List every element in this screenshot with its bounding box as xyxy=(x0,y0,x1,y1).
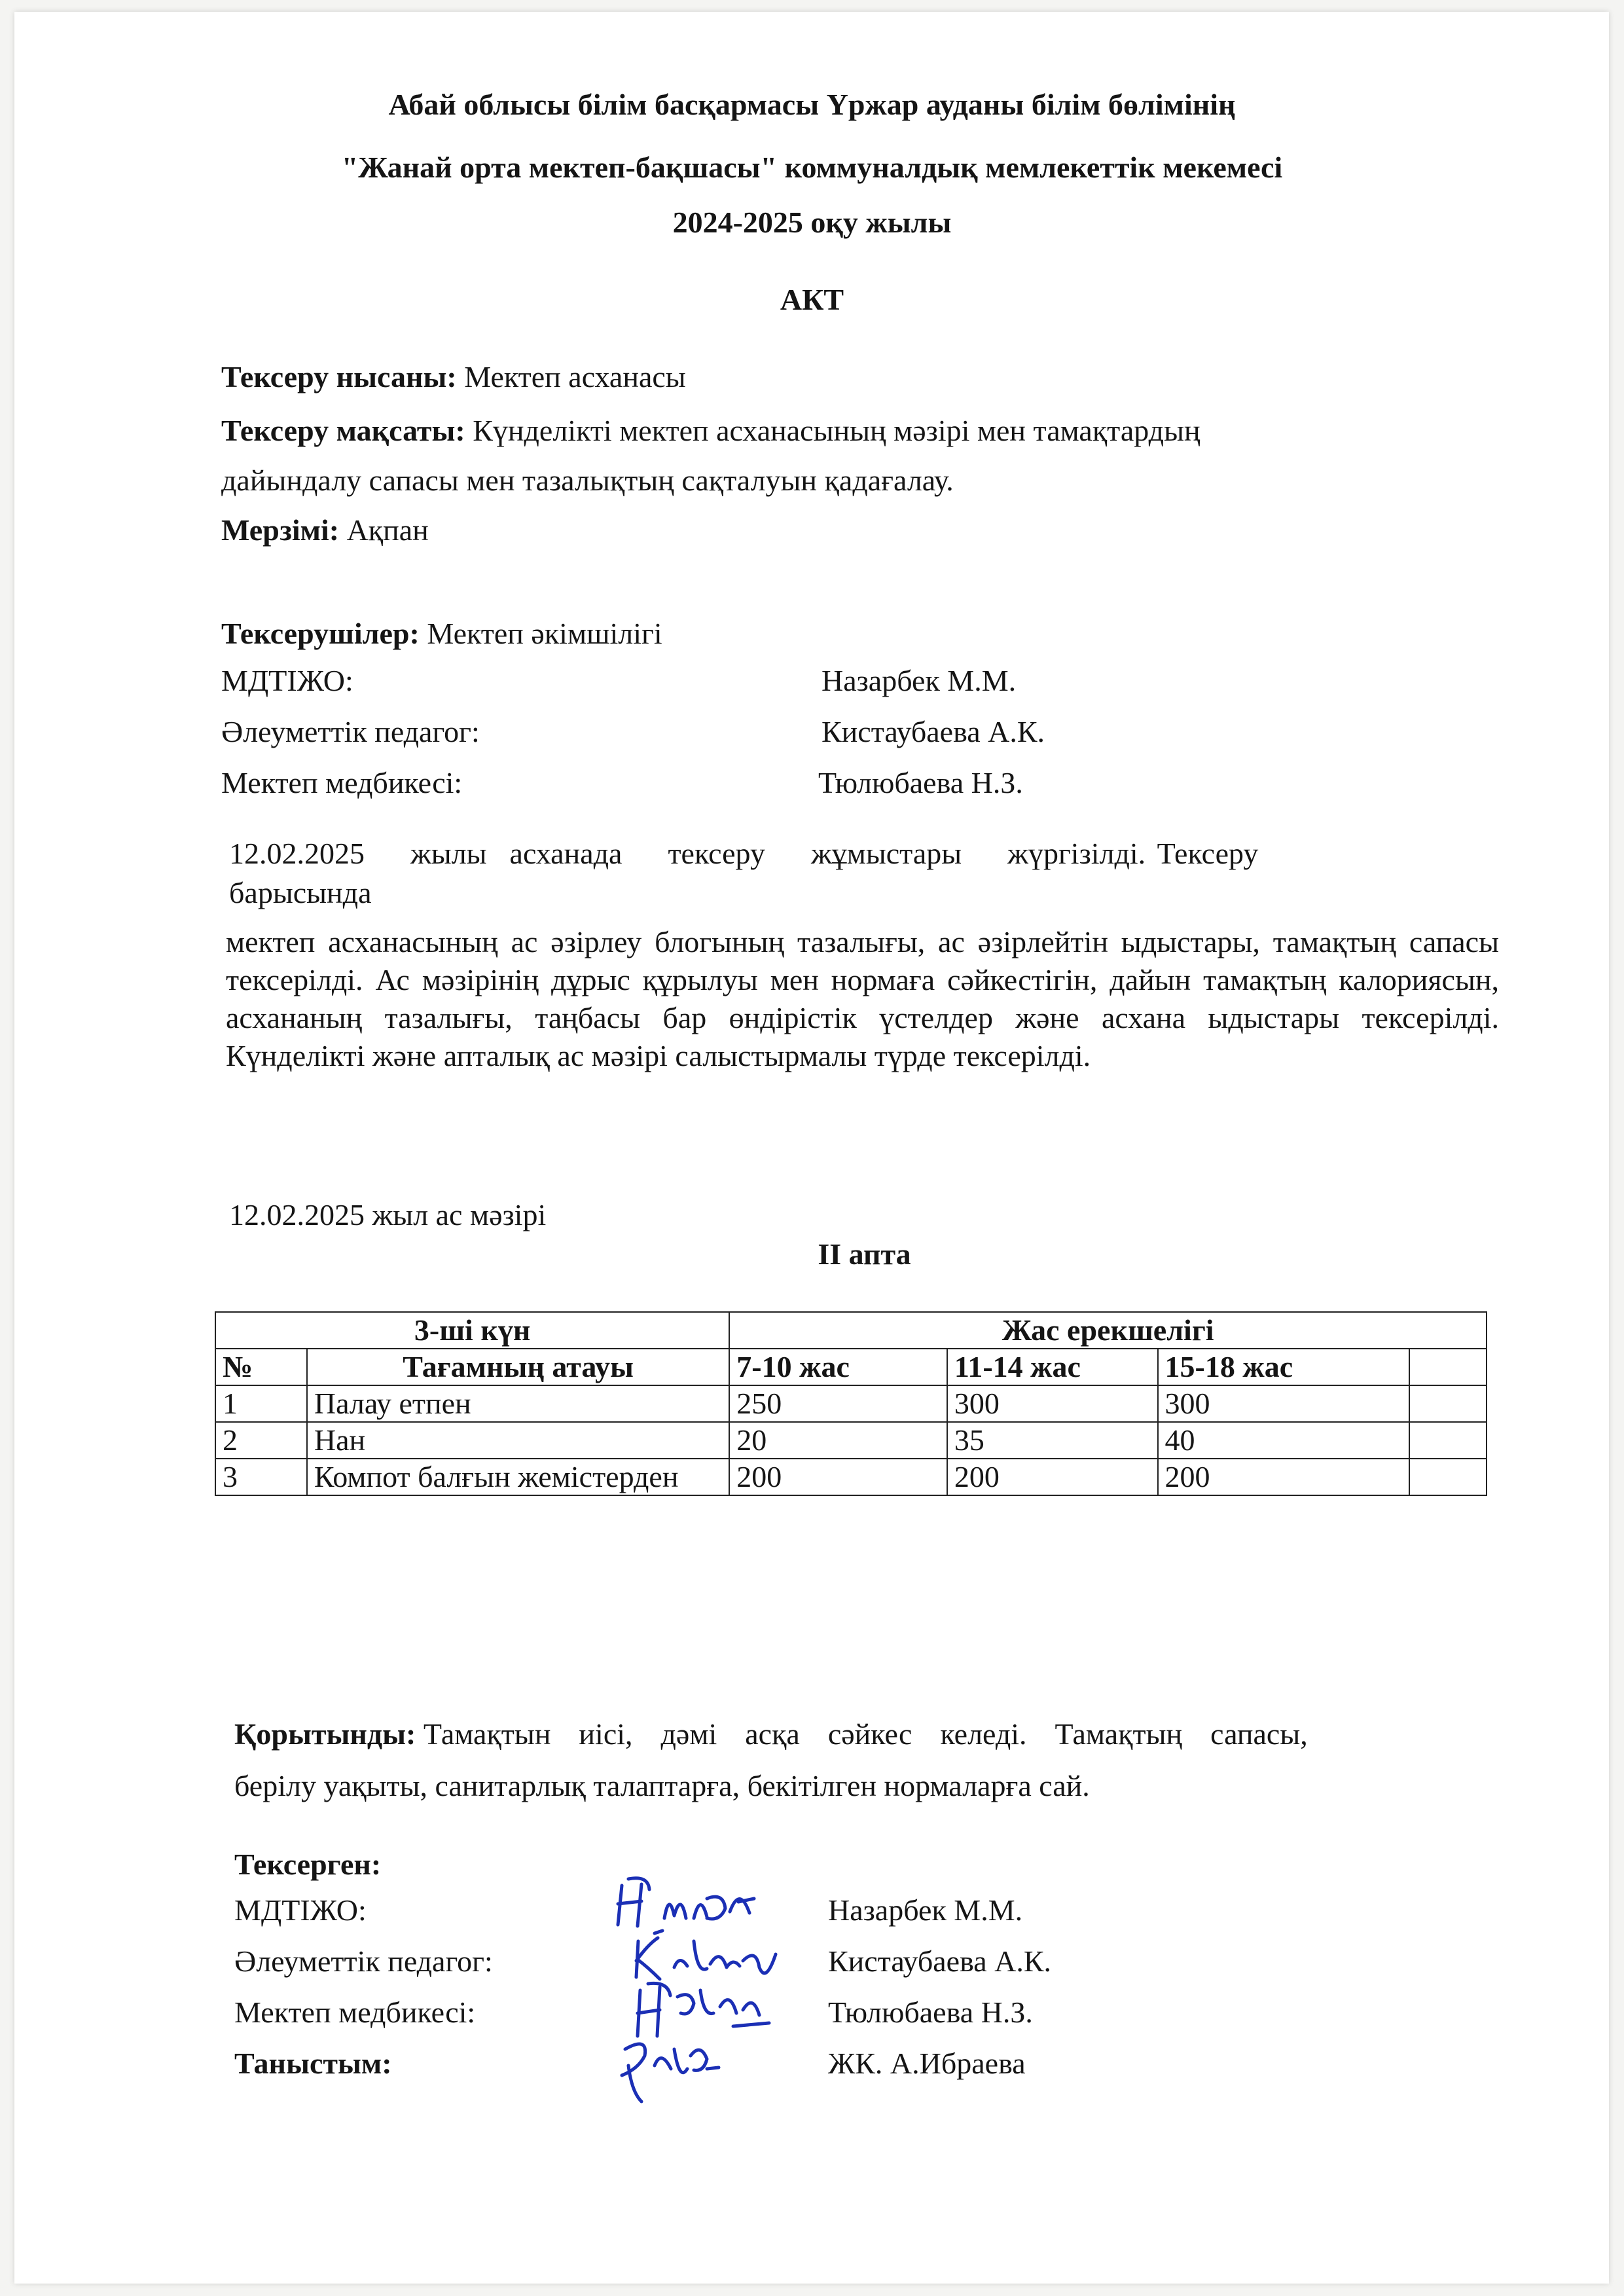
inspection-purpose-label: Тексеру мақсаты: xyxy=(221,414,465,447)
col-number-header: № xyxy=(215,1349,307,1385)
acknowledged-label: Таныстым: xyxy=(234,2047,392,2080)
inspector-role-1: МДТІЖО: xyxy=(221,664,353,697)
table-header-row-2 xyxy=(215,1349,1487,1385)
signature-4 xyxy=(609,2030,740,2108)
inspection-term-value: Ақпан xyxy=(346,513,429,547)
col-age-15-18-header: 15-18 жас xyxy=(1158,1349,1410,1385)
portion-15-18: 40 xyxy=(1158,1422,1410,1459)
conclusion-label: Қорытынды: xyxy=(234,1717,416,1751)
signoff-name-1: Назарбек М.М. xyxy=(828,1893,1023,1927)
inspectors-label: Тексерушілер: xyxy=(221,617,420,650)
table-header-row-1 xyxy=(215,1312,1487,1349)
header-line-3: 2024-2025 оқу жылы xyxy=(672,206,952,239)
inspection-term xyxy=(221,512,429,549)
menu-date-line: 12.02.2025 жыл ас мәзірі xyxy=(229,1198,547,1231)
col-age-7-10-header: 7-10 жас xyxy=(729,1349,947,1385)
inspector-role-2: Әлеуметтік педагог: xyxy=(221,715,480,748)
inspection-term-label: Мерзімі: xyxy=(221,513,340,547)
signoff-role-3: Мектеп медбикесі: xyxy=(234,1995,476,2029)
portion-11-14: 200 xyxy=(947,1459,1158,1495)
dish-name: Палау етпен xyxy=(307,1385,729,1422)
empty-cell xyxy=(1409,1422,1487,1459)
empty-cell xyxy=(1409,1459,1487,1495)
portion-7-10: 200 xyxy=(729,1459,947,1495)
row-number: 3 xyxy=(215,1459,307,1495)
portion-15-18: 300 xyxy=(1158,1385,1410,1422)
signoff-role-1: МДТІЖО: xyxy=(234,1893,367,1927)
portion-15-18: 200 xyxy=(1158,1459,1410,1495)
row-number: 1 xyxy=(215,1385,307,1422)
day-header: 3-ші күн xyxy=(215,1312,729,1349)
body-text-line-1: 12.02.2025 жылы асханада тексеру жұмыстары жүргізілді. Тексеру xyxy=(229,837,1259,870)
inspection-purpose xyxy=(221,412,1200,449)
portion-7-10: 250 xyxy=(729,1385,947,1422)
inspection-purpose-value-2: дайындалу сапасы мен тазалықтың сақталуын қадағалау. xyxy=(221,464,954,497)
body-text-paragraph: мектеп асханасының ас әзірлеу блогының тазалығы, ас әзірлейтін ыдыстары, тамақтың сапасы тексерілді. Ас мәзірінің дұрыс құрылуы мен нормаға сәйкестігін, дайын тамақтың калориясын, асхананың тазалығы, таңбасы бар өндірістік үстелдер және асхана ыдыстары тексерілді. Күнделікті және апталық ас мәзірі салыстырмалы түрде тексерілді. xyxy=(226,925,1499,1072)
menu-table xyxy=(215,1311,1487,1496)
table-row xyxy=(215,1422,1487,1459)
inspection-object-label: Тексеру нысаны: xyxy=(221,360,457,393)
inspector-name-3: Тюлюбаева Н.З. xyxy=(818,766,1023,799)
signoff-name-2: Кистаубаева А.К. xyxy=(828,1944,1052,1978)
dish-name: Нан xyxy=(307,1422,729,1459)
menu-week: II апта xyxy=(818,1237,911,1271)
portion-11-14: 300 xyxy=(947,1385,1158,1422)
acknowledged-name: ЖК. А.Ибраева xyxy=(828,2047,1026,2080)
col-name-header: Тағамның атауы xyxy=(307,1349,729,1385)
inspection-object-value: Мектеп асханасы xyxy=(464,360,686,393)
age-header: Жас ерекшелігі xyxy=(729,1312,1487,1349)
table-row xyxy=(215,1459,1487,1495)
inspectors-value: Мектеп әкімшілігі xyxy=(427,617,662,650)
body-text-line-2: барысында xyxy=(229,876,372,909)
portion-7-10: 20 xyxy=(729,1422,947,1459)
conclusion-line-1 xyxy=(234,1713,1504,1756)
portion-11-14: 35 xyxy=(947,1422,1158,1459)
signoff-name-3: Тюлюбаева Н.З. xyxy=(828,1995,1033,2029)
conclusion-text-2: берілу уақыты, санитарлық талаптарға, бекітілген нормаларға сай. xyxy=(234,1769,1090,1802)
conclusion-text-1: Тамақтын иісі, дәмі асқа сәйкес келеді. Тамақтың сапасы, xyxy=(423,1717,1308,1751)
col-age-11-14-header: 11-14 жас xyxy=(947,1349,1158,1385)
inspector-name-1: Назарбек М.М. xyxy=(821,664,1017,697)
dish-name: Компот балғын жемістерден xyxy=(307,1459,729,1495)
signoff-role-2: Әлеуметтік педагог: xyxy=(234,1944,493,1978)
inspection-object xyxy=(221,359,686,395)
inspector-role-3: Мектеп медбикесі: xyxy=(221,766,463,799)
inspectors xyxy=(221,615,662,652)
empty-header-cell xyxy=(1409,1349,1487,1385)
signoff-label: Тексерген: xyxy=(234,1848,382,1881)
header-line-2: "Жанай орта мектеп-бақшасы" коммуналдық мемлекеттік мекемесі xyxy=(341,151,1283,184)
document-title: АКТ xyxy=(780,283,844,316)
table-row xyxy=(215,1385,1487,1422)
header-line-1: Абай облысы білім басқармасы Үржар ауданы білім бөлімінің xyxy=(388,88,1236,121)
inspector-name-2: Кистаубаева А.К. xyxy=(821,715,1045,748)
empty-cell xyxy=(1409,1385,1487,1422)
row-number: 2 xyxy=(215,1422,307,1459)
inspection-purpose-value-1: Күнделікті мектеп асханасының мәзірі мен тамақтардың xyxy=(473,414,1200,447)
